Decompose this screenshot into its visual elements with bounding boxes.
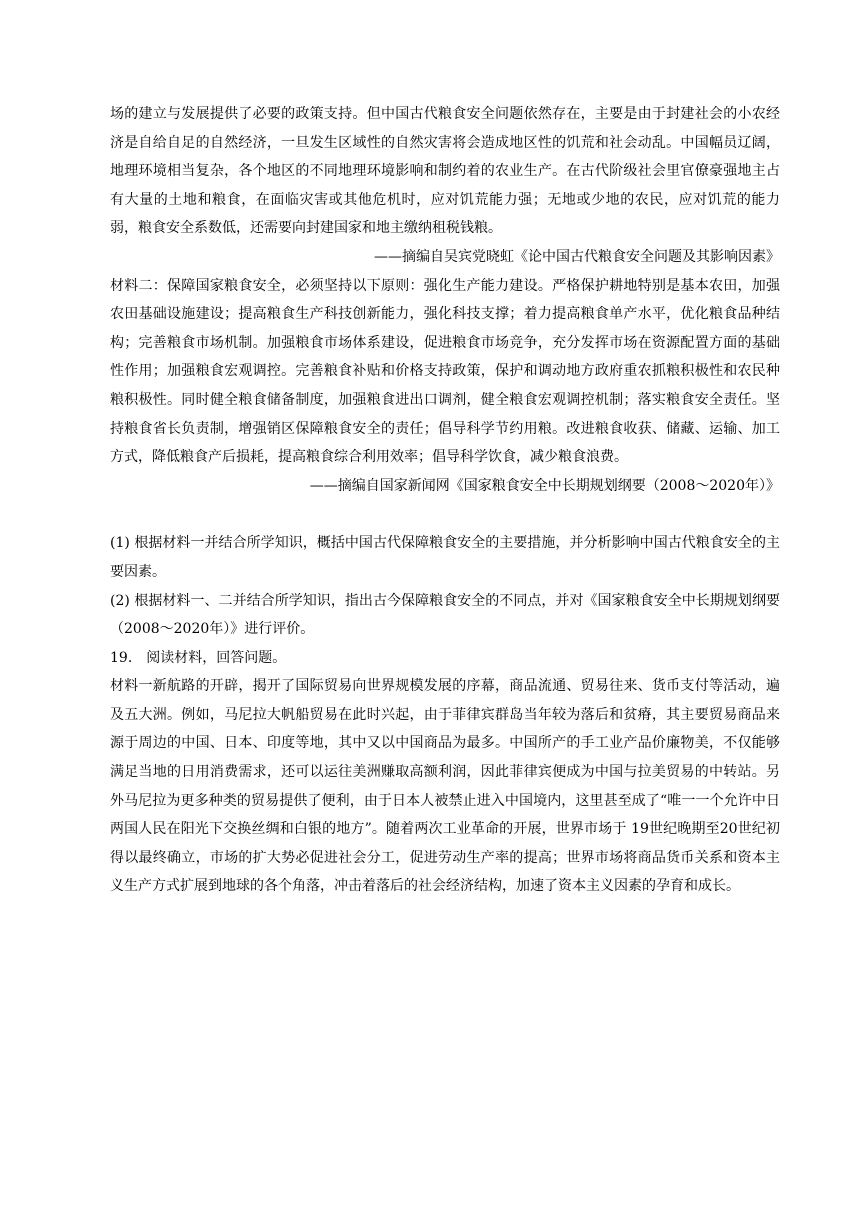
document-page xyxy=(110,100,780,901)
question-2: (2) 根据材料一、二并结合所学知识，指出古今保障粮食安全的不同点，并对《国家粮食安全中长期规划纲要（2008～2020年）》进行评价。 xyxy=(110,592,780,638)
material-one-continued: 场的建立与发展提供了必要的政策支持。但中国古代粮食安全问题依然存在，主要是由于封建社会的小农经济是自给自足的自然经济，一旦发生区域性的自然灾害将会造成地区性的饥荒和社会动乱。中国幅员辽阔，地理环境相当复杂，各个地区的不同地理环境影响和制约着的农业生产。在古代阶级社会里官僚豪强地主占有大量的土地和粮食，在面临灾害或其他危机时，应对饥荒能力强；无地或少地的农民，应对饥荒的能力弱，粮食安全系数低，还需要向封建国家和地主缴纳租税钱粮。 xyxy=(110,106,780,237)
material-two: 材料二：保障国家粮食安全，必须坚持以下原则：强化生产能力建设。严格保护耕地特别是基本农田，加强农田基础设施建设；提高粮食生产科技创新能力，强化科技支撑；着力提高粮食单产水平，优化粮食品种结构；完善粮食市场机制。加强粮食市场体系建设，促进粮食市场竞争，充分发挥市场在资源配置方面的基础性作用；加强粮食宏观调控。完善粮食补贴和价格支持政策，保护和调动地方政府重农抓粮积极性和农民种粮积极性。同时健全粮食储备制度，加强粮食进出口调剂，健全粮食宏观调控机制；落实粮食安全责任。坚持粮食省长负责制，增强销区保障粮食安全的责任；倡导科学节约用粮。改进粮食收获、储藏、运输、加工方式，降低粮食产后损耗，提高粮食综合利用效率；倡导科学饮食，减少粮食浪费。 xyxy=(110,277,780,466)
citation-material-one: ——摘编自吴宾党晓虹《论中国古代粮食安全问题及其影响因素》 xyxy=(374,248,780,265)
question-19-heading: 19. 阅读材料，回答问题。 xyxy=(110,649,287,666)
citation-material-two: ——摘编自国家新闻网《国家粮食安全中长期规划纲要（2008～2020年）》 xyxy=(309,477,780,494)
spacer xyxy=(110,500,780,529)
question-1: (1) 根据材料一并结合所学知识，概括中国古代保障粮食安全的主要措施，并分析影响中国古代粮食安全的主要因素。 xyxy=(110,535,780,580)
question-19-material-one: 材料一新航路的开辟，揭开了国际贸易向世界规模发展的序幕，商品流通、贸易往来、货币支付等活动，遍及五大洲。例如，马尼拉大帆船贸易在此时兴起，由于菲律宾群岛当年较为落后和贫瘠，其主要贸易商品来源于周边的中国、日本、印度等地，其中又以中国商品为最多。中国所产的手工业产品价廉物美，不仅能够满足当地的日用消费需求，还可以运往美洲赚取高额利润，因此菲律宾便成为中国与拉美贸易的中转站。另外马尼拉为更多种类的贸易提供了便利，由于日本人被禁止进入中国境内，这里甚至成了“唯一一个允许中日两国人民在阳光下交换丝绸和白银的地方”。随着两次工业革命的开展，世界市场于 19世纪晚期至20世纪初得以最终确立，市场的扩大势必促进社会分工，促进劳动生产率的提高；世界市场将商品货币关系和资本主义生产方式扩展到地球的各个角落，冲击着落后的社会经济结构，加速了资本主义因素的孕育和成长。 xyxy=(110,678,780,895)
